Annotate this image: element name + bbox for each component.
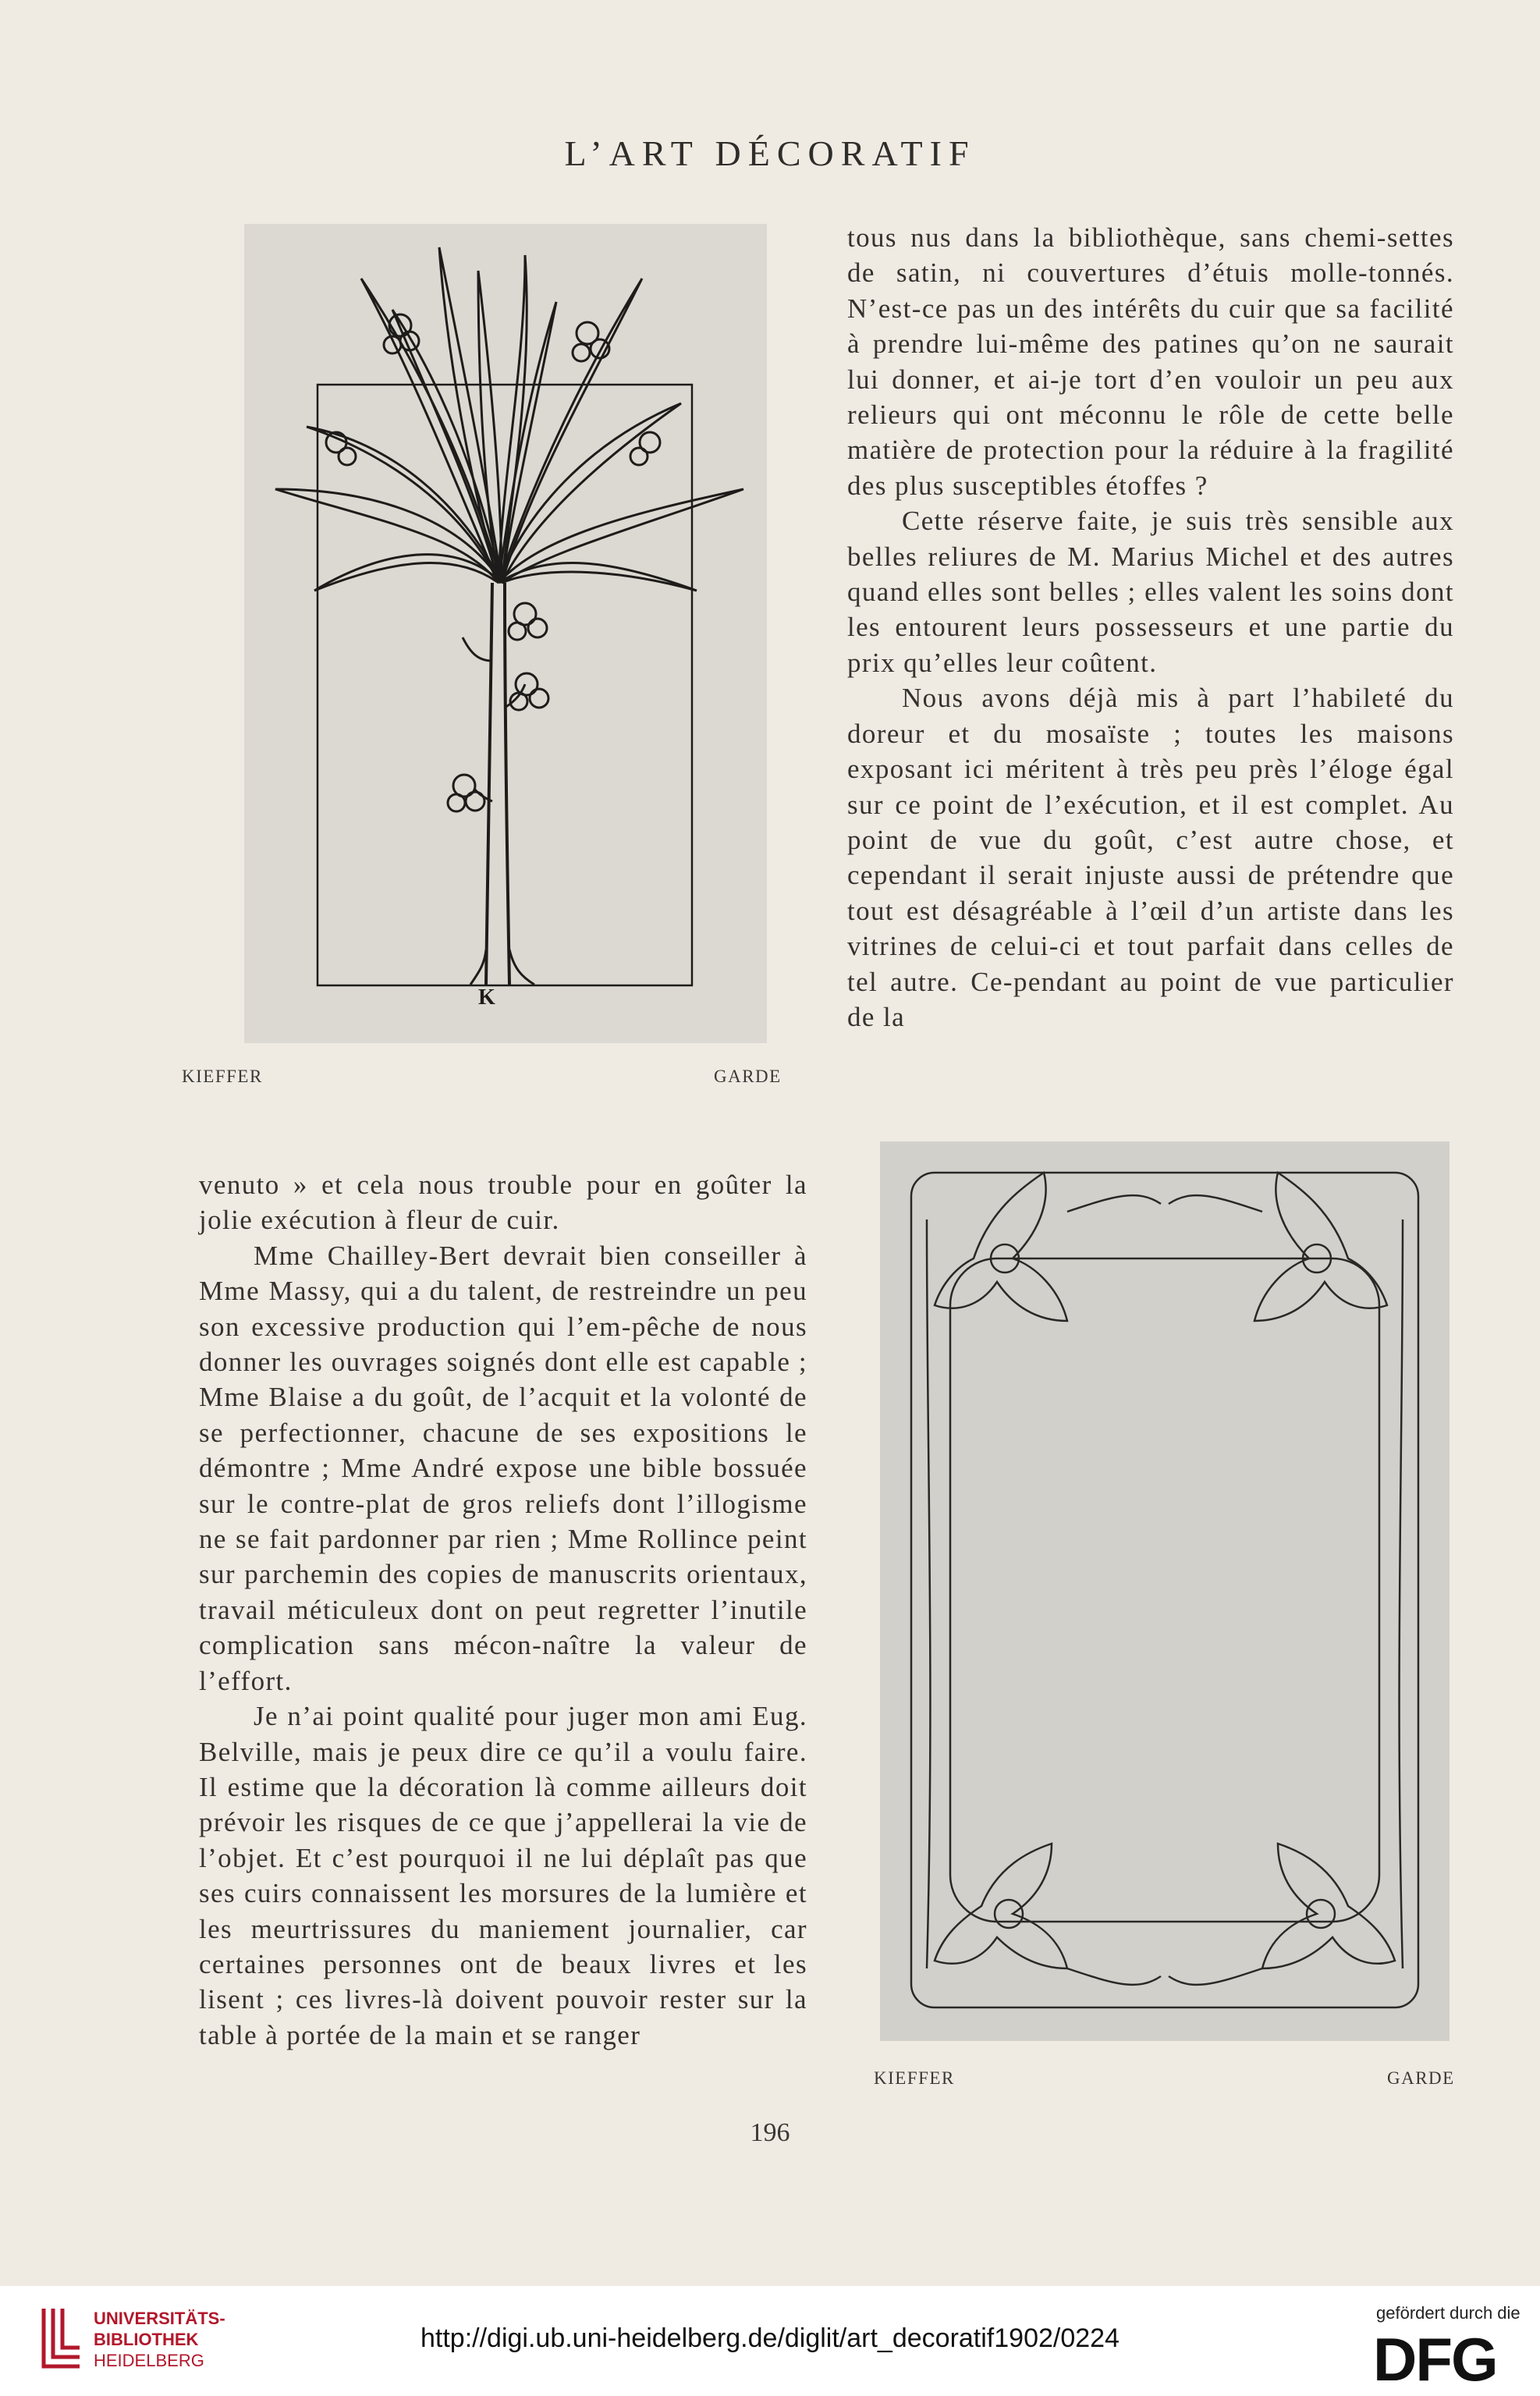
paragraph: Je n’ai point qualité pour juger mon ami Eug. Belville, mais je peux dire ce qu’il a voulu faire. Il estime que la décoration là comme ailleurs doit prévoir les risques de ce que j’appellerai la vie de l’objet. Et c’est pourquoi il ne lui déplaît pas que ses cuirs connaissent les morsures de la lumière et les meurtrissures du maniement journalier, car certaines personnes ont de beaux livres et les lisent ; ces livres-là doivent pouvoir rester sur la table à portée de la main et se ranger <box>199 1701 807 2050</box>
plate1-caption-artist: KIEFFER <box>182 1067 263 1086</box>
paragraph: Nous avons déjà mis à part l’habileté du doreur et du mosaïste ; toutes les maisons exposant ici méritent à très peu près l’éloge égal sur ce point de l’exécution, et il est complet. Au point de vue du goût, c’est autre chose, et cependant il serait injuste aussi de prétendre que tout est désagréable à l’œil d’un artiste dans les vitrines de celui-ci et tout parfait dans celles de tel autre. Ce-pendant au point de vue particulier de la <box>847 683 1454 1032</box>
paragraph: venuto » et cela nous trouble pour en goûter la jolie exécution à fleur de cuir. <box>199 1170 807 1236</box>
paragraph: tous nus dans la bibliothèque, sans chemi-settes de satin, ni couvertures d’étuis molle-tonnés. N’est-ce pas un des intérêts du cuir que sa facilité à prendre lui-même des patines qu’on ne saurait lui donner, et ai-je tort d’en vouloir un peu aux relieurs qui ont méconnu le rôle de cette belle matière de protection pour la réduire à la fragilité des plus susceptibles étoffes ? <box>847 222 1454 501</box>
plate2-caption-title: GARDE <box>1387 2068 1455 2088</box>
dfg-logo[interactable]: DFG <box>1373 2325 1497 2394</box>
tree-drawing <box>244 224 767 1043</box>
running-head: L’ART DÉCORATIF <box>564 133 976 173</box>
plate1-caption-title: GARDE <box>714 1067 782 1086</box>
right-column-text <box>847 220 1454 1035</box>
plate2-caption-artist: KIEFFER <box>874 2068 955 2088</box>
artist-signature: K <box>478 985 495 1010</box>
funding-note: gefördert durch die <box>1376 2303 1520 2323</box>
left-column-text <box>199 1167 807 2053</box>
paragraph: Mme Chailley-Bert devrait bien conseiller à Mme Massy, qui a du talent, de restreindre un peu son excessive production qui l’em-pêche de nous donner les ouvrages soignés dont elle est capable ; Mme Blaise a du goût, de l’acquit et la volonté de se perfectionner, chacune de ses expositions le démontre ; Mme André expose une bible bossuée sur le contre-plat de gros reliefs dont l’illogisme ne se fait pardonner par rien ; Mme Rollince peint sur parchemin des copies de manuscrits orientaux, travail méticuleux dont on peut regretter l’inutile complication sans mécon-naître la valeur de l’effort. <box>199 1240 807 1696</box>
paragraph: Cette réserve faite, je suis très sensible aux belles reliures de M. Marius Michel et des autres quand elles sont belles ; elles valent les soins dont les entourent leurs possesseurs et une partie du prix qu’elles leur coûtent. <box>847 506 1454 678</box>
floral-border-drawing <box>880 1141 1450 2041</box>
plate-floral-border <box>880 1141 1450 2041</box>
page-number: 196 <box>750 2118 790 2147</box>
plate-tree-illustration <box>244 224 767 1043</box>
source-url-link[interactable]: http://digi.ub.uni-heidelberg.de/diglit/art_decoratif1902/0224 <box>420 2323 1120 2353</box>
university-library-name: UNIVERSITÄTS- BIBLIOTHEK HEIDELBERG <box>94 2309 225 2370</box>
